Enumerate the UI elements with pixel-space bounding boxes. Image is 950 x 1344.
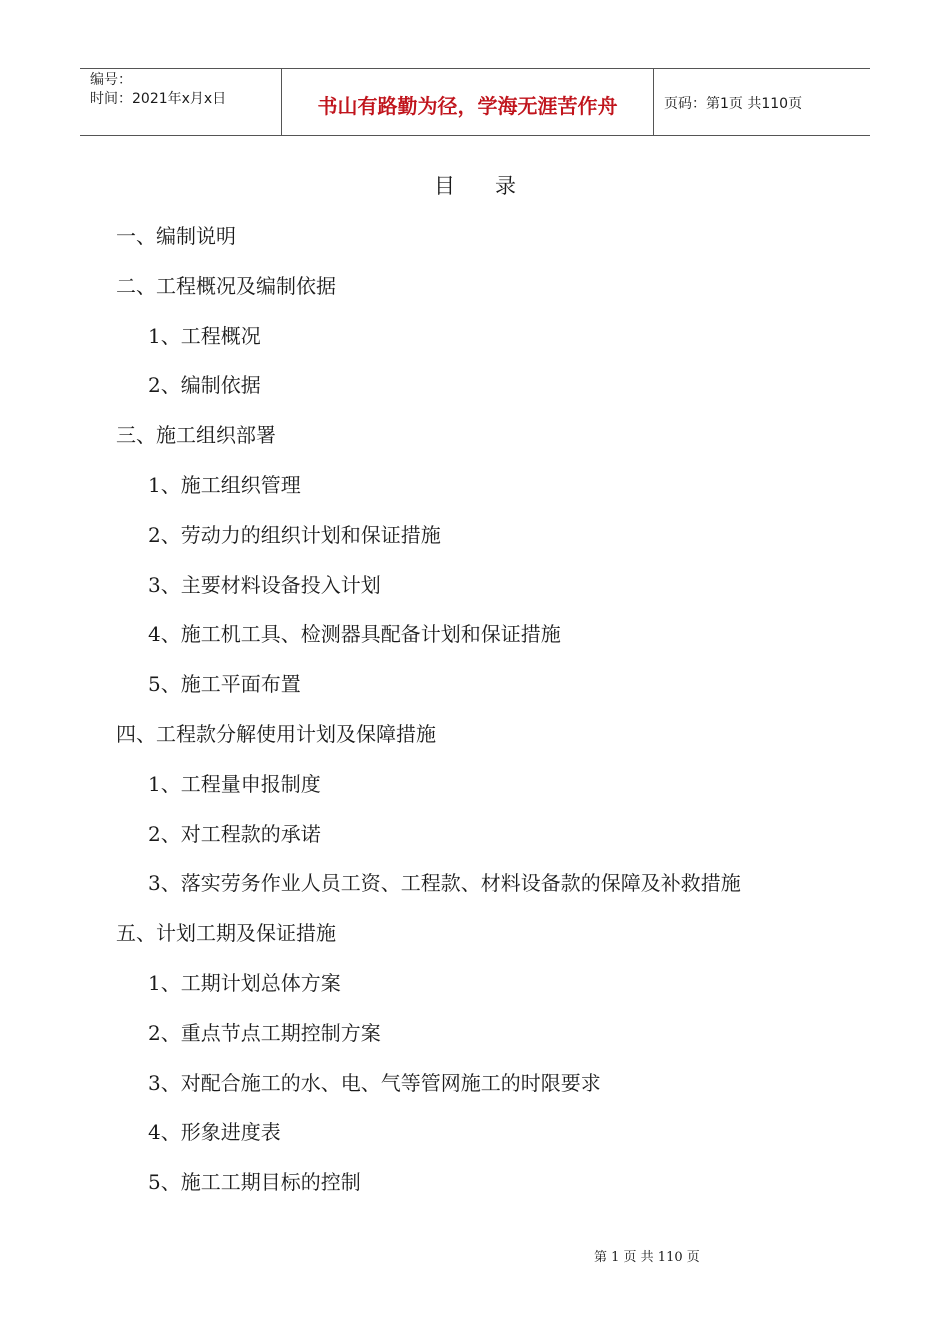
page-footer: 第 1 页 共 110 页 (594, 1250, 700, 1265)
toc-entry[interactable]: 五、计划工期及保证措施 (116, 921, 336, 946)
toc-entry[interactable]: 2、重点节点工期控制方案 (148, 1020, 381, 1045)
toc-entry[interactable]: 1、工程概况 (148, 323, 261, 348)
toc-list (0, 216, 950, 1212)
toc-entry[interactable]: 一、编制说明 (116, 224, 236, 248)
toc-entry[interactable]: 1、工期计划总体方案 (148, 970, 341, 995)
toc-entry[interactable]: 2、编制依据 (148, 373, 261, 398)
header-meta-cell (80, 69, 282, 135)
toc-title-part1: 目 (434, 174, 455, 198)
toc-entry[interactable]: 2、对工程款的承诺 (148, 821, 321, 846)
toc-entry[interactable]: 1、施工组织管理 (148, 472, 301, 497)
toc-entry[interactable]: 四、工程款分解使用计划及保障措施 (116, 721, 436, 746)
toc-entry[interactable]: 5、施工平面布置 (148, 672, 301, 697)
toc-entry[interactable]: 1、工程量申报制度 (148, 771, 321, 796)
number-label: 编号： (90, 72, 132, 88)
time-label: 时间：2021年x月x日 (90, 91, 227, 107)
toc-title-part2: 录 (495, 174, 516, 198)
toc-entry[interactable]: 三、施工组织部署 (116, 423, 276, 448)
header-page-cell (654, 69, 870, 135)
header-motto-cell (282, 69, 654, 135)
page-header (80, 68, 870, 136)
toc-entry[interactable]: 二、工程概况及编制依据 (116, 273, 336, 298)
toc-entry[interactable]: 3、主要材料设备投入计划 (148, 572, 381, 597)
toc-entry[interactable]: 2、劳动力的组织计划和保证措施 (148, 522, 441, 547)
header-page-info: 页码：第1页 共110页 (664, 96, 803, 112)
toc-entry[interactable]: 3、落实劳务作业人员工资、工程款、材料设备款的保障及补救措施 (148, 871, 741, 896)
toc-entry[interactable]: 3、对配合施工的水、电、气等管网施工的时限要求 (148, 1070, 601, 1095)
toc-entry[interactable]: 5、施工工期目标的控制 (148, 1170, 361, 1195)
toc-title (0, 170, 950, 200)
toc-entry[interactable]: 4、形象进度表 (148, 1120, 281, 1145)
motto-text: 书山有路勤为径，学海无涯苦作舟 (317, 93, 618, 118)
toc-entry[interactable]: 4、施工机工具、检测器具配备计划和保证措施 (148, 622, 561, 647)
